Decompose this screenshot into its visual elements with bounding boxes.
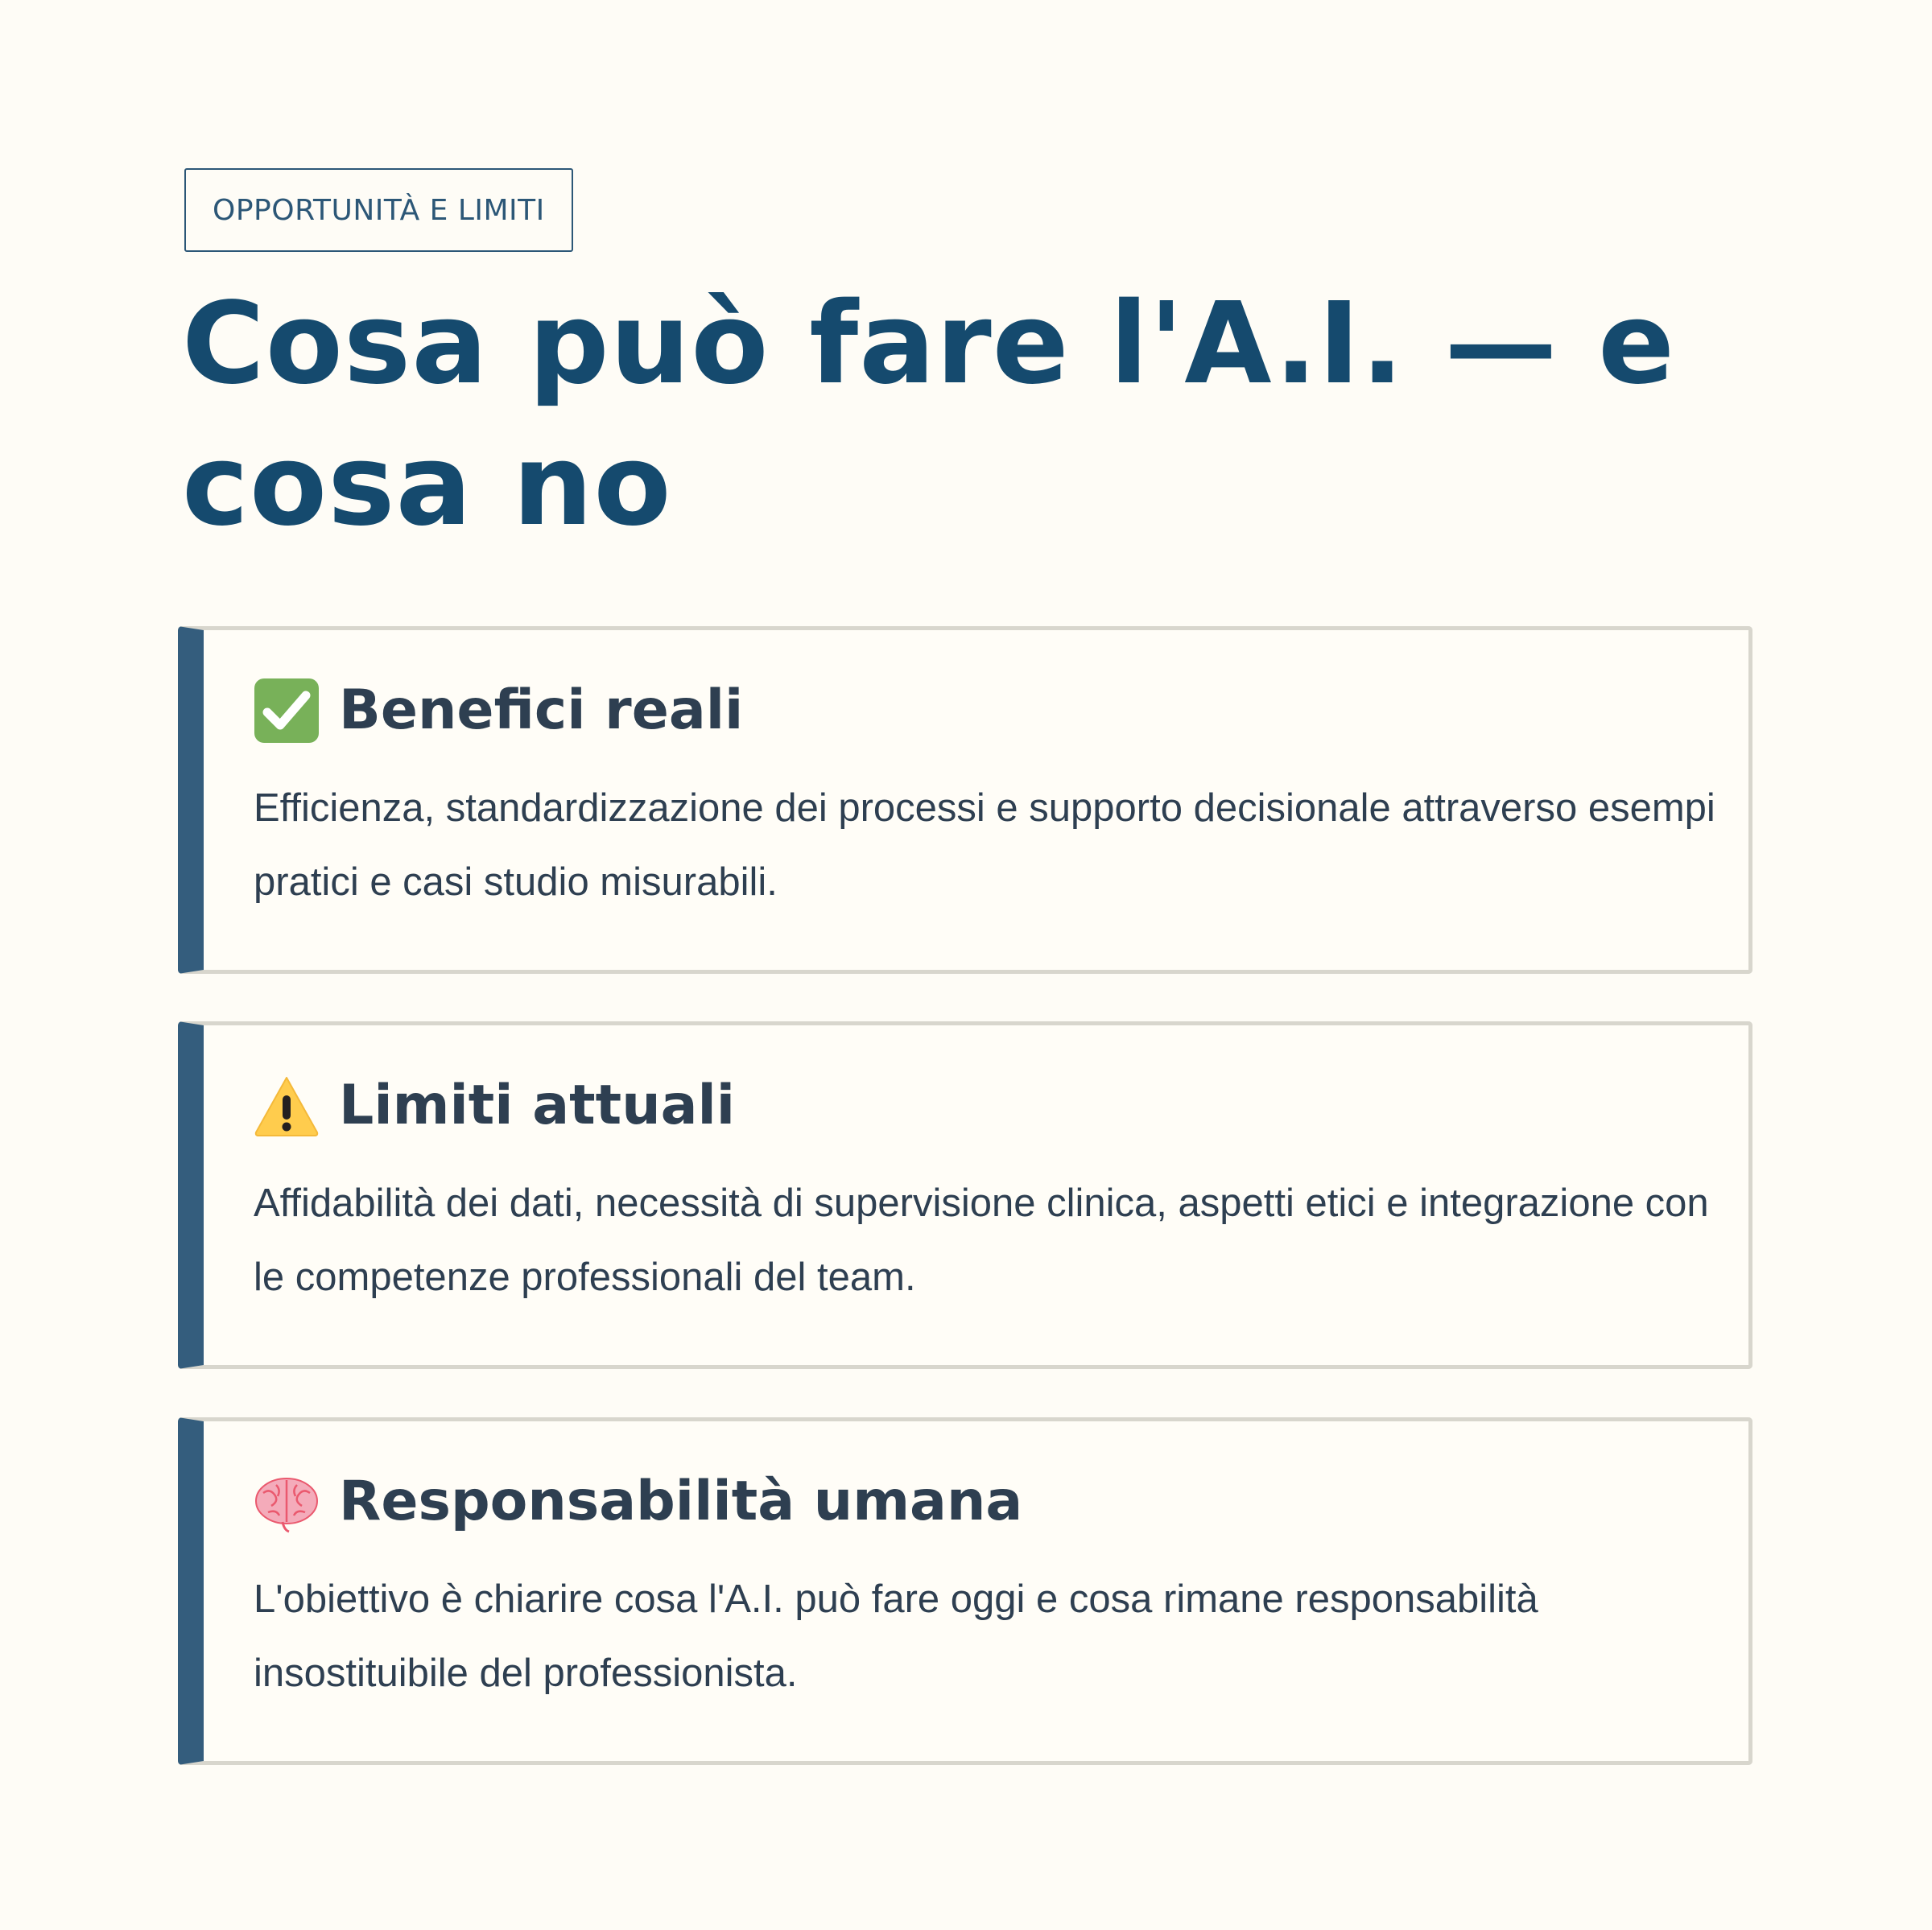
card-header [254, 1466, 1022, 1538]
card-header [254, 674, 743, 747]
section-tag: OPPORTUNITÀ E LIMITI [184, 168, 573, 252]
card-description: Efficienza, standardizzazione dei processi e supporto decisionale attraverso esempi pratici e casi studio misurabili. [254, 786, 1715, 904]
card-title: Responsabilità umana [339, 1470, 1023, 1533]
card-header [254, 1070, 735, 1142]
card-description: L'obiettivo è chiarire cosa l'A.I. può fare oggi e cosa rimane responsabilità insostituibile del professionista. [254, 1577, 1538, 1695]
brain-icon [254, 1469, 320, 1535]
warning-icon [254, 1073, 320, 1139]
card-title: Benefici reali [339, 678, 744, 742]
card-limiti [178, 1021, 1752, 1369]
card-description: Affidabilità dei dati, necessità di supervisione clinica, aspetti etici e integrazione con le competenze professionali del team. [254, 1182, 1709, 1299]
card-responsabilita [178, 1417, 1752, 1765]
check-mark-icon [254, 678, 320, 744]
card-title: Limiti attuali [339, 1074, 736, 1137]
page-title: Cosa può fare l'A.I. — e cosa no [182, 278, 1676, 551]
card-benefici [178, 626, 1752, 974]
